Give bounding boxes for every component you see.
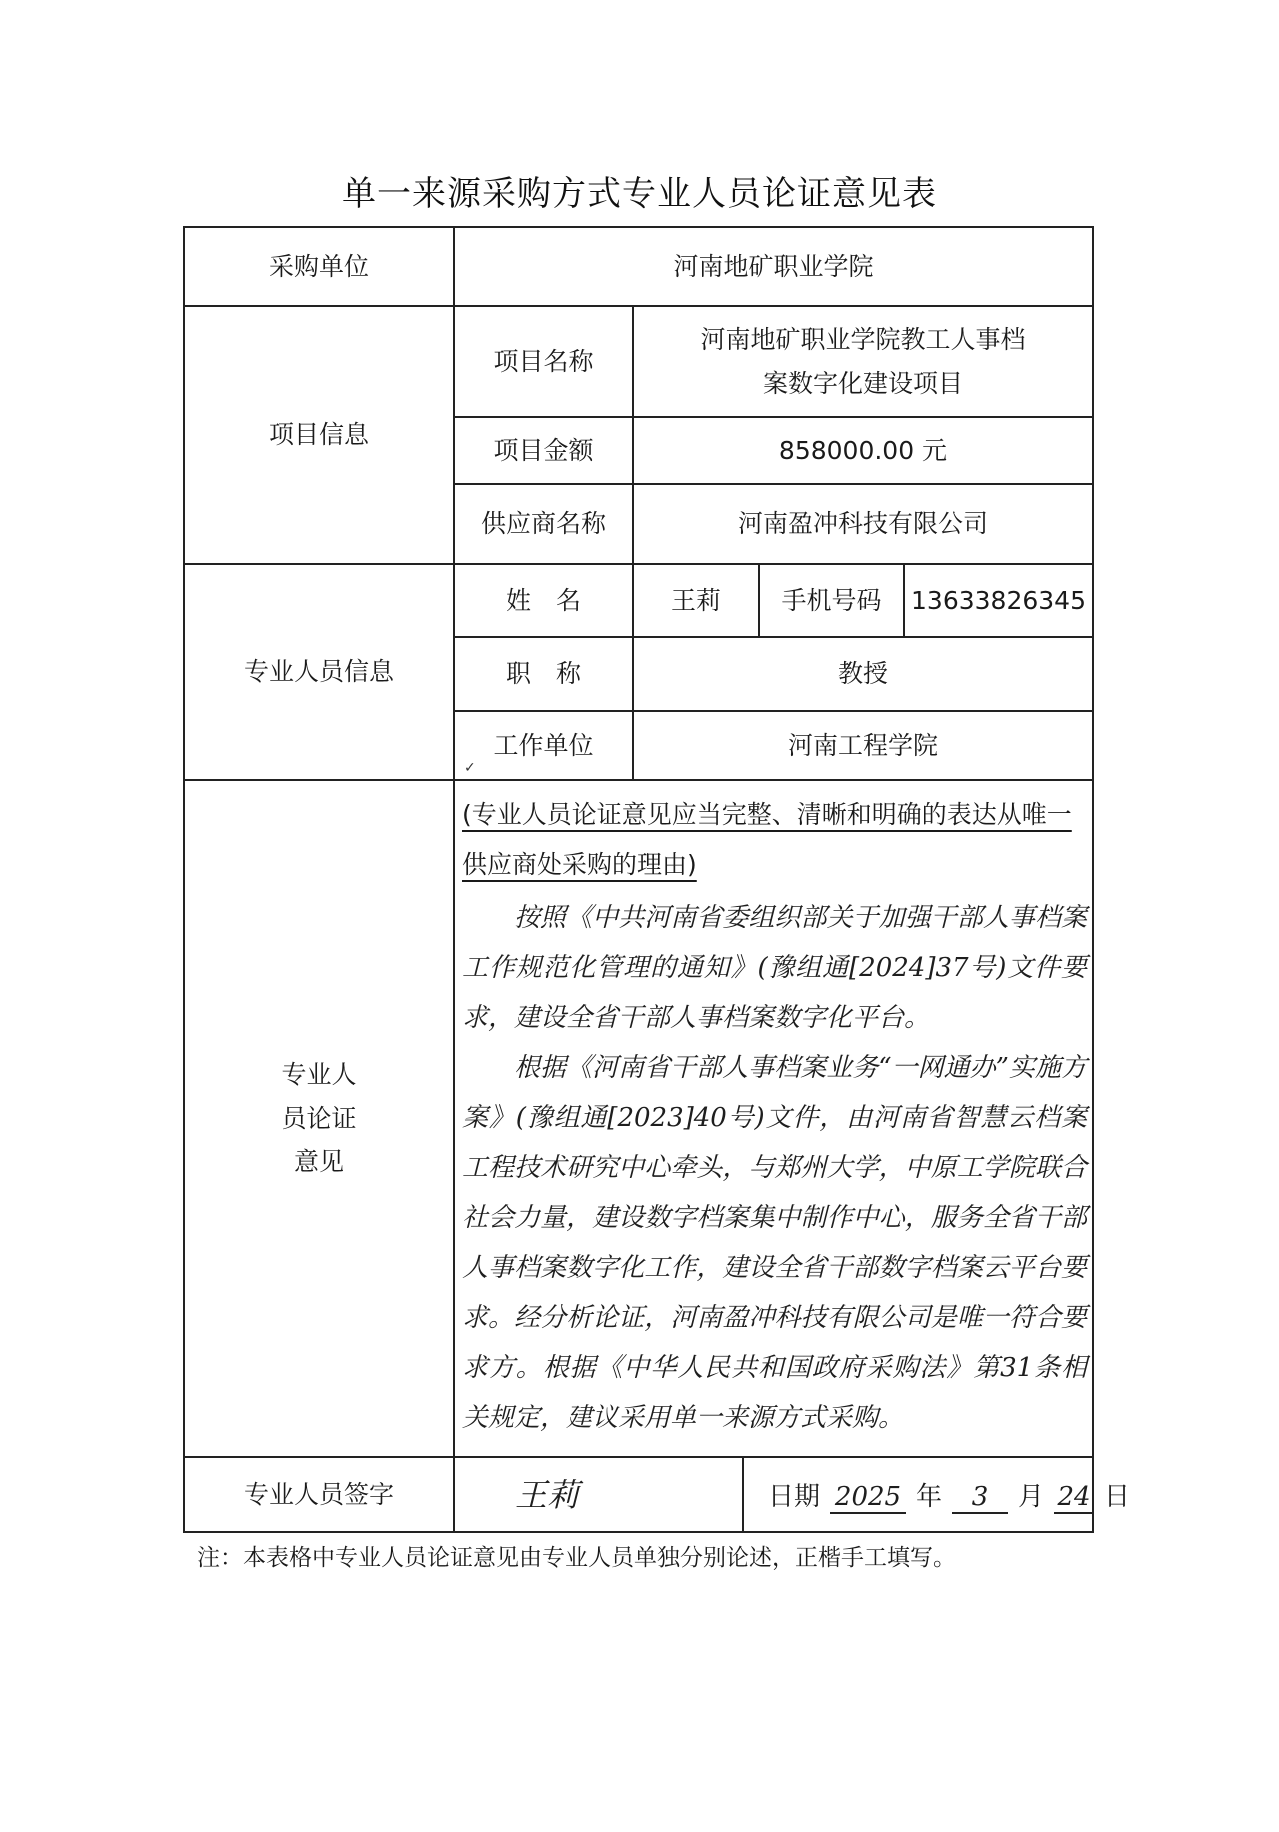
date-label: 日期 (768, 1482, 821, 1512)
handwritten-signature: 王莉 (515, 1475, 580, 1514)
signature-date (768, 1476, 1130, 1514)
employer-label: 工作单位 (493, 730, 594, 760)
expert-name-value: 王莉 (670, 585, 721, 615)
date-day: 24 (1054, 1482, 1094, 1514)
month-unit: 月 (1018, 1482, 1045, 1512)
opinion-paragraph: 根据《河南省干部人事档案业务“一网通办”实施方案》(豫组通[2023]40号)文件，由河南省智慧云档案工程技术研究中心牵头，与郑州大学，中原工学院联合社会力量，建设数字档案集中制作中心，服务全省干部人事档案数字化工作，建设全省干部数字档案云平台要求。经分析论证，河南盈冲科技有限公司是唯一符合要求方。根据《中华人民共和国政府采购法》第31条相关规定，建议采用单一来源方式采购。 (462, 1053, 1087, 1433)
year-unit: 年 (916, 1482, 943, 1512)
handwritten-opinion (462, 893, 1087, 1443)
day-unit: 日 (1104, 1482, 1131, 1512)
project-amount-label: 项目金额 (493, 435, 594, 465)
page-title: 单一来源采购方式专业人员论证意见表 (342, 174, 937, 214)
expert-section-label: 专业人员信息 (243, 657, 394, 687)
expert-name-label: 姓 名 (505, 585, 581, 615)
footnote: 注：本表格中专业人员论证意见由专业人员单独分别论述，正楷手工填写。 (197, 1545, 956, 1571)
expert-title-value: 教授 (837, 659, 888, 689)
purchaser-label: 采购单位 (268, 251, 369, 281)
signature-label: 专业人员签字 (243, 1479, 394, 1509)
supplier-value: 河南盈冲科技有限公司 (737, 509, 988, 539)
employer-value: 河南工程学院 (787, 730, 938, 760)
opinion-instruction: (专业人员论证意见应当完整、清晰和明确的表达从唯一供应商处采购的理由) (462, 800, 1072, 879)
column-divider (742, 1456, 744, 1533)
project-name-value: 河南地矿职业学院教工人事档案数字化建设项目 (700, 324, 1026, 398)
phone-value: 13633826345 (911, 585, 1086, 615)
project-amount-value: 858000.00 元 (778, 435, 948, 465)
project-section-label: 项目信息 (268, 420, 369, 450)
purchaser-value: 河南地矿职业学院 (673, 251, 874, 281)
pen-mark: ✓ (464, 760, 476, 776)
opinion-paragraph: 按照《中共河南省委组织部关于加强干部人事档案工作规范化管理的通知》(豫组通[2024]37号)文件要求，建设全省干部人事档案数字化平台。 (462, 903, 1087, 1033)
supplier-label: 供应商名称 (480, 509, 606, 539)
project-name-label: 项目名称 (493, 346, 594, 376)
phone-label: 手机号码 (781, 585, 882, 615)
opinion-section-label: 专业人员论证意见 (281, 1059, 357, 1177)
date-month: 3 (952, 1482, 1008, 1514)
expert-title-label: 职 称 (505, 659, 581, 689)
date-year: 2025 (830, 1482, 906, 1514)
